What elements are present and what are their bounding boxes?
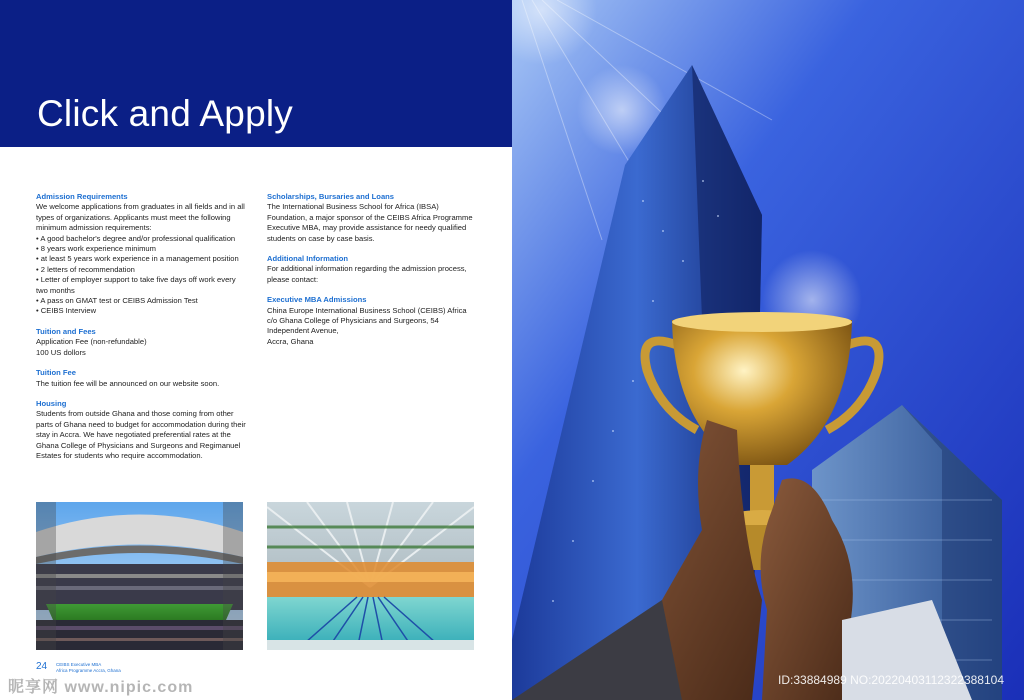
page-title: Click and Apply [37, 93, 293, 134]
footer-running-title [56, 662, 121, 673]
list-item: • A pass on GMAT test or CEIBS Admission Test [36, 296, 198, 306]
list-item: • 8 years work experience minimum [36, 244, 156, 254]
right-page-photo [512, 0, 1024, 700]
site-watermark: 昵享网 www.nipic.com [8, 679, 194, 696]
admission-section [36, 192, 248, 317]
housing-section [36, 399, 248, 461]
trophy-skyscraper-illustration [512, 0, 1024, 700]
list-item: • CEIBS Interview [36, 306, 97, 316]
additional-info-section [267, 254, 479, 285]
list-item: • 2 letters of recommendation [36, 264, 135, 274]
footer-line2: Africa Programme Accra, Ghana [56, 667, 121, 673]
admission-requirements-list [36, 234, 248, 317]
admissions-address-line2: c/o Ghana College of Physicians and Surgeons, 54 Independent Avenue, [267, 316, 439, 336]
tuition-and-fees-heading: Tuition and Fees [36, 326, 96, 336]
scholarships-heading: Scholarships, Bursaries and Loans [267, 192, 395, 201]
footer-line1: CEIBS Executive MBA [56, 662, 102, 667]
list-item: • A good bachelor's degree and/or professional qualification [36, 233, 236, 243]
left-text-column [36, 192, 248, 471]
image-id-watermark: ID:33884989 NO:20220403112322388104 [778, 673, 1004, 687]
scholarships-text: The International Business School for Africa (IBSA) Foundation, a major sponsor of the CEIBS Africa Programme Executive MBA, may provide assistance for needy qualified students on case by case basis. [267, 202, 473, 243]
additional-info-heading: Additional Information [267, 254, 348, 264]
right-text-column [267, 192, 479, 357]
application-fee-label: Application Fee (non-refundable) [36, 337, 147, 347]
additional-info-text: For additional information regarding the admission process, please contact: [267, 264, 467, 284]
scholarships-section [267, 192, 479, 244]
tuition-fee-text: The tuition fee will be announced on our website soon. [36, 378, 220, 388]
application-fee-amount: 100 US dollors [36, 347, 86, 357]
tuition-fee-heading: Tuition Fee [36, 368, 76, 378]
list-item: • at least 5 years work experience in a management position [36, 254, 239, 264]
admission-intro: We welcome applications from graduates in all fields and in all types of organizations. Applicants must meet the following minimum admission requirements: [36, 202, 245, 233]
page-number: 24 [36, 661, 48, 672]
admissions-contact-section [267, 295, 479, 347]
housing-text: Students from outside Ghana and those coming from other parts of Ghana need to budget for accommodation during their stay in Accra. We have negotiated preferential rates at the Ghana College of Physicians and Surgeons and Regimanuel Estates for students who require accommodation. [36, 409, 246, 460]
tuition-fee-section [36, 368, 248, 389]
list-item: • Letter of employer support to take five days off work every two months [36, 275, 236, 295]
housing-heading: Housing [36, 398, 67, 408]
swimming-pool-photo [267, 502, 474, 650]
admissions-address-line3: Accra, Ghana [267, 336, 314, 346]
admission-heading: Admission Requirements [36, 192, 128, 201]
admissions-contact-heading: Executive MBA Admissions [267, 295, 367, 305]
tuition-and-fees-section [36, 327, 248, 358]
stadium-photo [36, 502, 243, 650]
admissions-address-line1: China Europe International Business School (CEIBS) Africa [267, 305, 467, 315]
